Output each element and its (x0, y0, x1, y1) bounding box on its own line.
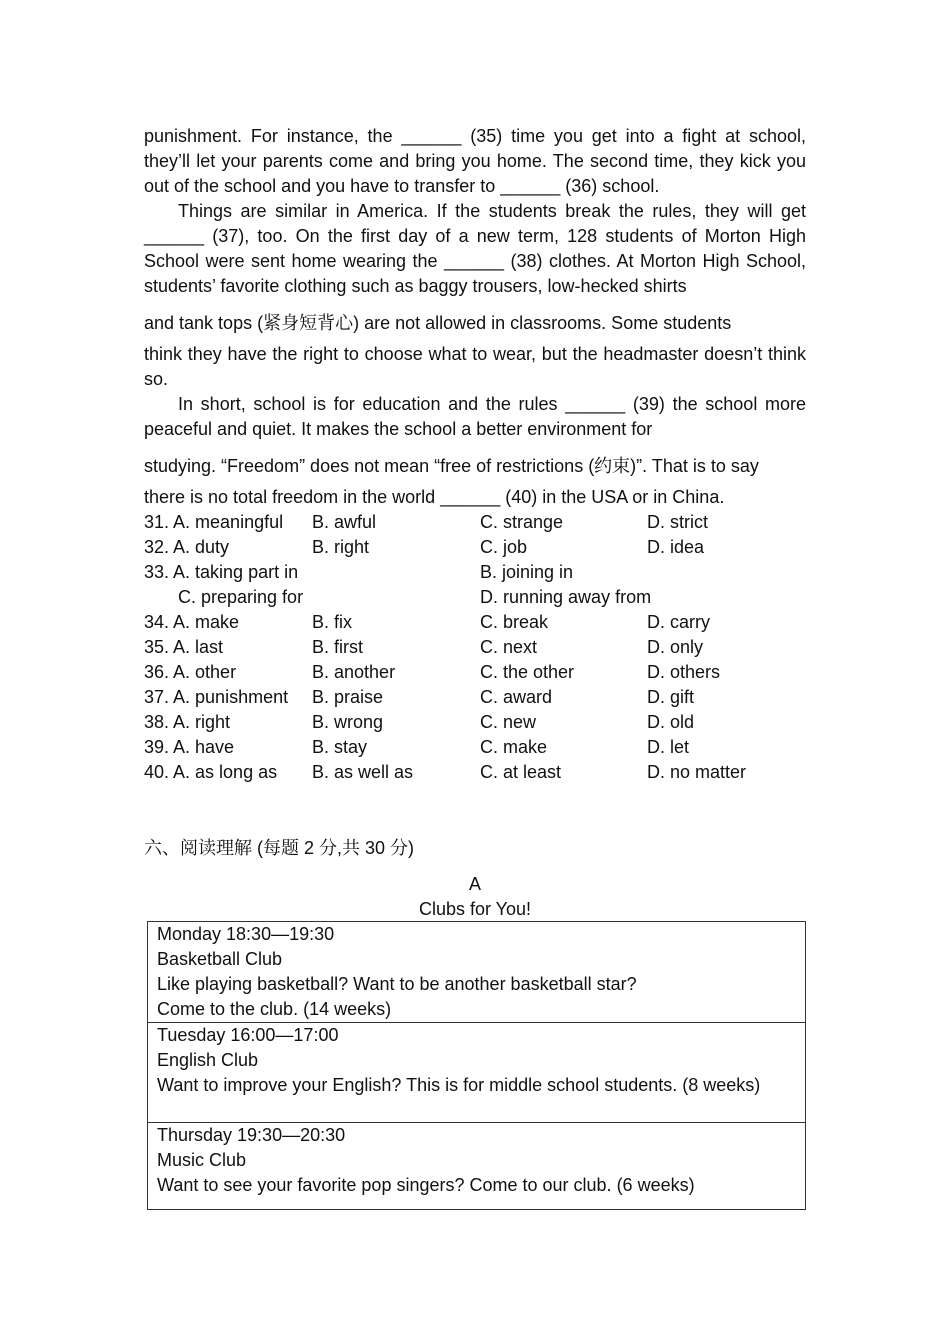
option-b: B. praise (312, 687, 384, 707)
option-b: B. joining in (480, 562, 574, 582)
option-c: C. preparing for (178, 587, 304, 607)
option-c: C. new (480, 712, 537, 732)
clubs-table (147, 921, 806, 1210)
cloze-passage (144, 124, 806, 785)
option-row-33-cont (144, 585, 806, 610)
option-c: C. at least (480, 762, 562, 782)
club-cell (148, 922, 806, 1023)
option-a: 31. A. meaningful (144, 512, 284, 532)
option-a: 32. A. duty (144, 537, 230, 557)
paragraph-2-part-3: think they have the right to choose what to wear, but the headmaster doesn’t think so. (144, 344, 806, 389)
option-a: 37. A. punishment (144, 687, 289, 707)
option-row-31 (144, 510, 806, 535)
option-c: C. make (480, 737, 548, 757)
option-c: C. the other (480, 662, 575, 682)
option-b: B. first (312, 637, 364, 657)
option-b: B. stay (312, 737, 368, 757)
option-c: C. next (480, 637, 538, 657)
option-b: B. wrong (312, 712, 384, 732)
paragraph-1: punishment. For instance, the ______ (35) time you get into a fight at school, they’ll let your parents come and bring you home. The second time, they kick you out of the school and you have to transfer to ______ (36) school. (144, 126, 806, 196)
option-b: B. right (312, 537, 370, 557)
option-d: D. carry (647, 612, 710, 632)
option-a: 35. A. last (144, 637, 224, 657)
option-row-40 (144, 760, 806, 785)
answer-options (144, 510, 806, 785)
option-a: 34. A. make (144, 612, 240, 632)
paragraph-3-part-2: studying. “Freedom” does not mean “free of restrictions (约束)”. That is to say (144, 456, 759, 476)
option-c: C. strange (480, 512, 564, 532)
option-d: D. strict (647, 512, 708, 532)
club-description: Want to improve your English? This is for middle school students. (8 weeks) (157, 1075, 761, 1095)
table-row (148, 1023, 806, 1123)
option-row-35 (144, 635, 806, 660)
option-row-37 (144, 685, 806, 710)
option-a: 39. A. have (144, 737, 235, 757)
option-b: B. as well as (312, 762, 414, 782)
club-cell (148, 1023, 806, 1123)
option-d: D. let (647, 737, 690, 757)
option-d: D. running away from (480, 587, 652, 607)
club-name: English Club (157, 1050, 259, 1070)
paragraph-3-part-1: In short, school is for education and the rules ______ (39) the school more peaceful and quiet. It makes the school a better environment for (144, 394, 806, 439)
option-d: D. no matter (647, 762, 747, 782)
option-a: 36. A. other (144, 662, 237, 682)
option-row-32 (144, 535, 806, 560)
option-c: C. job (480, 537, 528, 557)
option-row-36 (144, 660, 806, 685)
option-d: D. gift (647, 687, 695, 707)
paragraph-2-part-1: Things are similar in America. If the students break the rules, they will get ______ (37), too. On the first day of a new term, 128 students of Morton High School were sent home wearing the ______ (38) clothes. At Morton High School, students’ favorite clothing such as baggy trousers, low-hecked shirts (144, 201, 806, 296)
option-row-38 (144, 710, 806, 735)
club-description-2: Come to the club. (14 weeks) (157, 999, 392, 1019)
paragraph-2-part-2: and tank tops (紧身短背心) are not allowed in classrooms. Some students (144, 313, 732, 333)
paragraph-3-part-3: there is no total freedom in the world ______ (40) in the USA or in China. (144, 487, 725, 507)
option-b: B. another (312, 662, 396, 682)
table-row (148, 1123, 806, 1210)
club-name: Basketball Club (157, 949, 283, 969)
option-d: D. only (647, 637, 704, 657)
option-c: C. award (480, 687, 553, 707)
club-cell (148, 1123, 806, 1210)
club-description: Like playing basketball? Want to be another basketball star? (157, 974, 637, 994)
option-row-33 (144, 560, 806, 585)
table-row (148, 922, 806, 1023)
option-d: D. others (647, 662, 721, 682)
option-b: B. fix (312, 612, 353, 632)
option-a: 40. A. as long as (144, 762, 278, 782)
option-d: D. old (647, 712, 695, 732)
passage-label: A (468, 874, 481, 894)
club-name: Music Club (157, 1150, 247, 1170)
club-description: Want to see your favorite pop singers? Come to our club. (6 weeks) (157, 1175, 695, 1195)
option-d: D. idea (647, 537, 705, 557)
club-time: Thursday 19:30—20:30 (157, 1125, 346, 1145)
club-time: Monday 18:30—19:30 (157, 924, 335, 944)
option-a: 38. A. right (144, 712, 231, 732)
option-c: C. break (480, 612, 549, 632)
option-a: 33. A. taking part in (144, 562, 299, 582)
option-row-39 (144, 735, 806, 760)
passage-title: Clubs for You! (418, 899, 532, 919)
option-row-34 (144, 610, 806, 635)
club-time: Tuesday 16:00—17:00 (157, 1025, 339, 1045)
section-heading: 六、阅读理解 (每题 2 分,共 30 分) (144, 838, 415, 858)
option-b: B. awful (312, 512, 377, 532)
